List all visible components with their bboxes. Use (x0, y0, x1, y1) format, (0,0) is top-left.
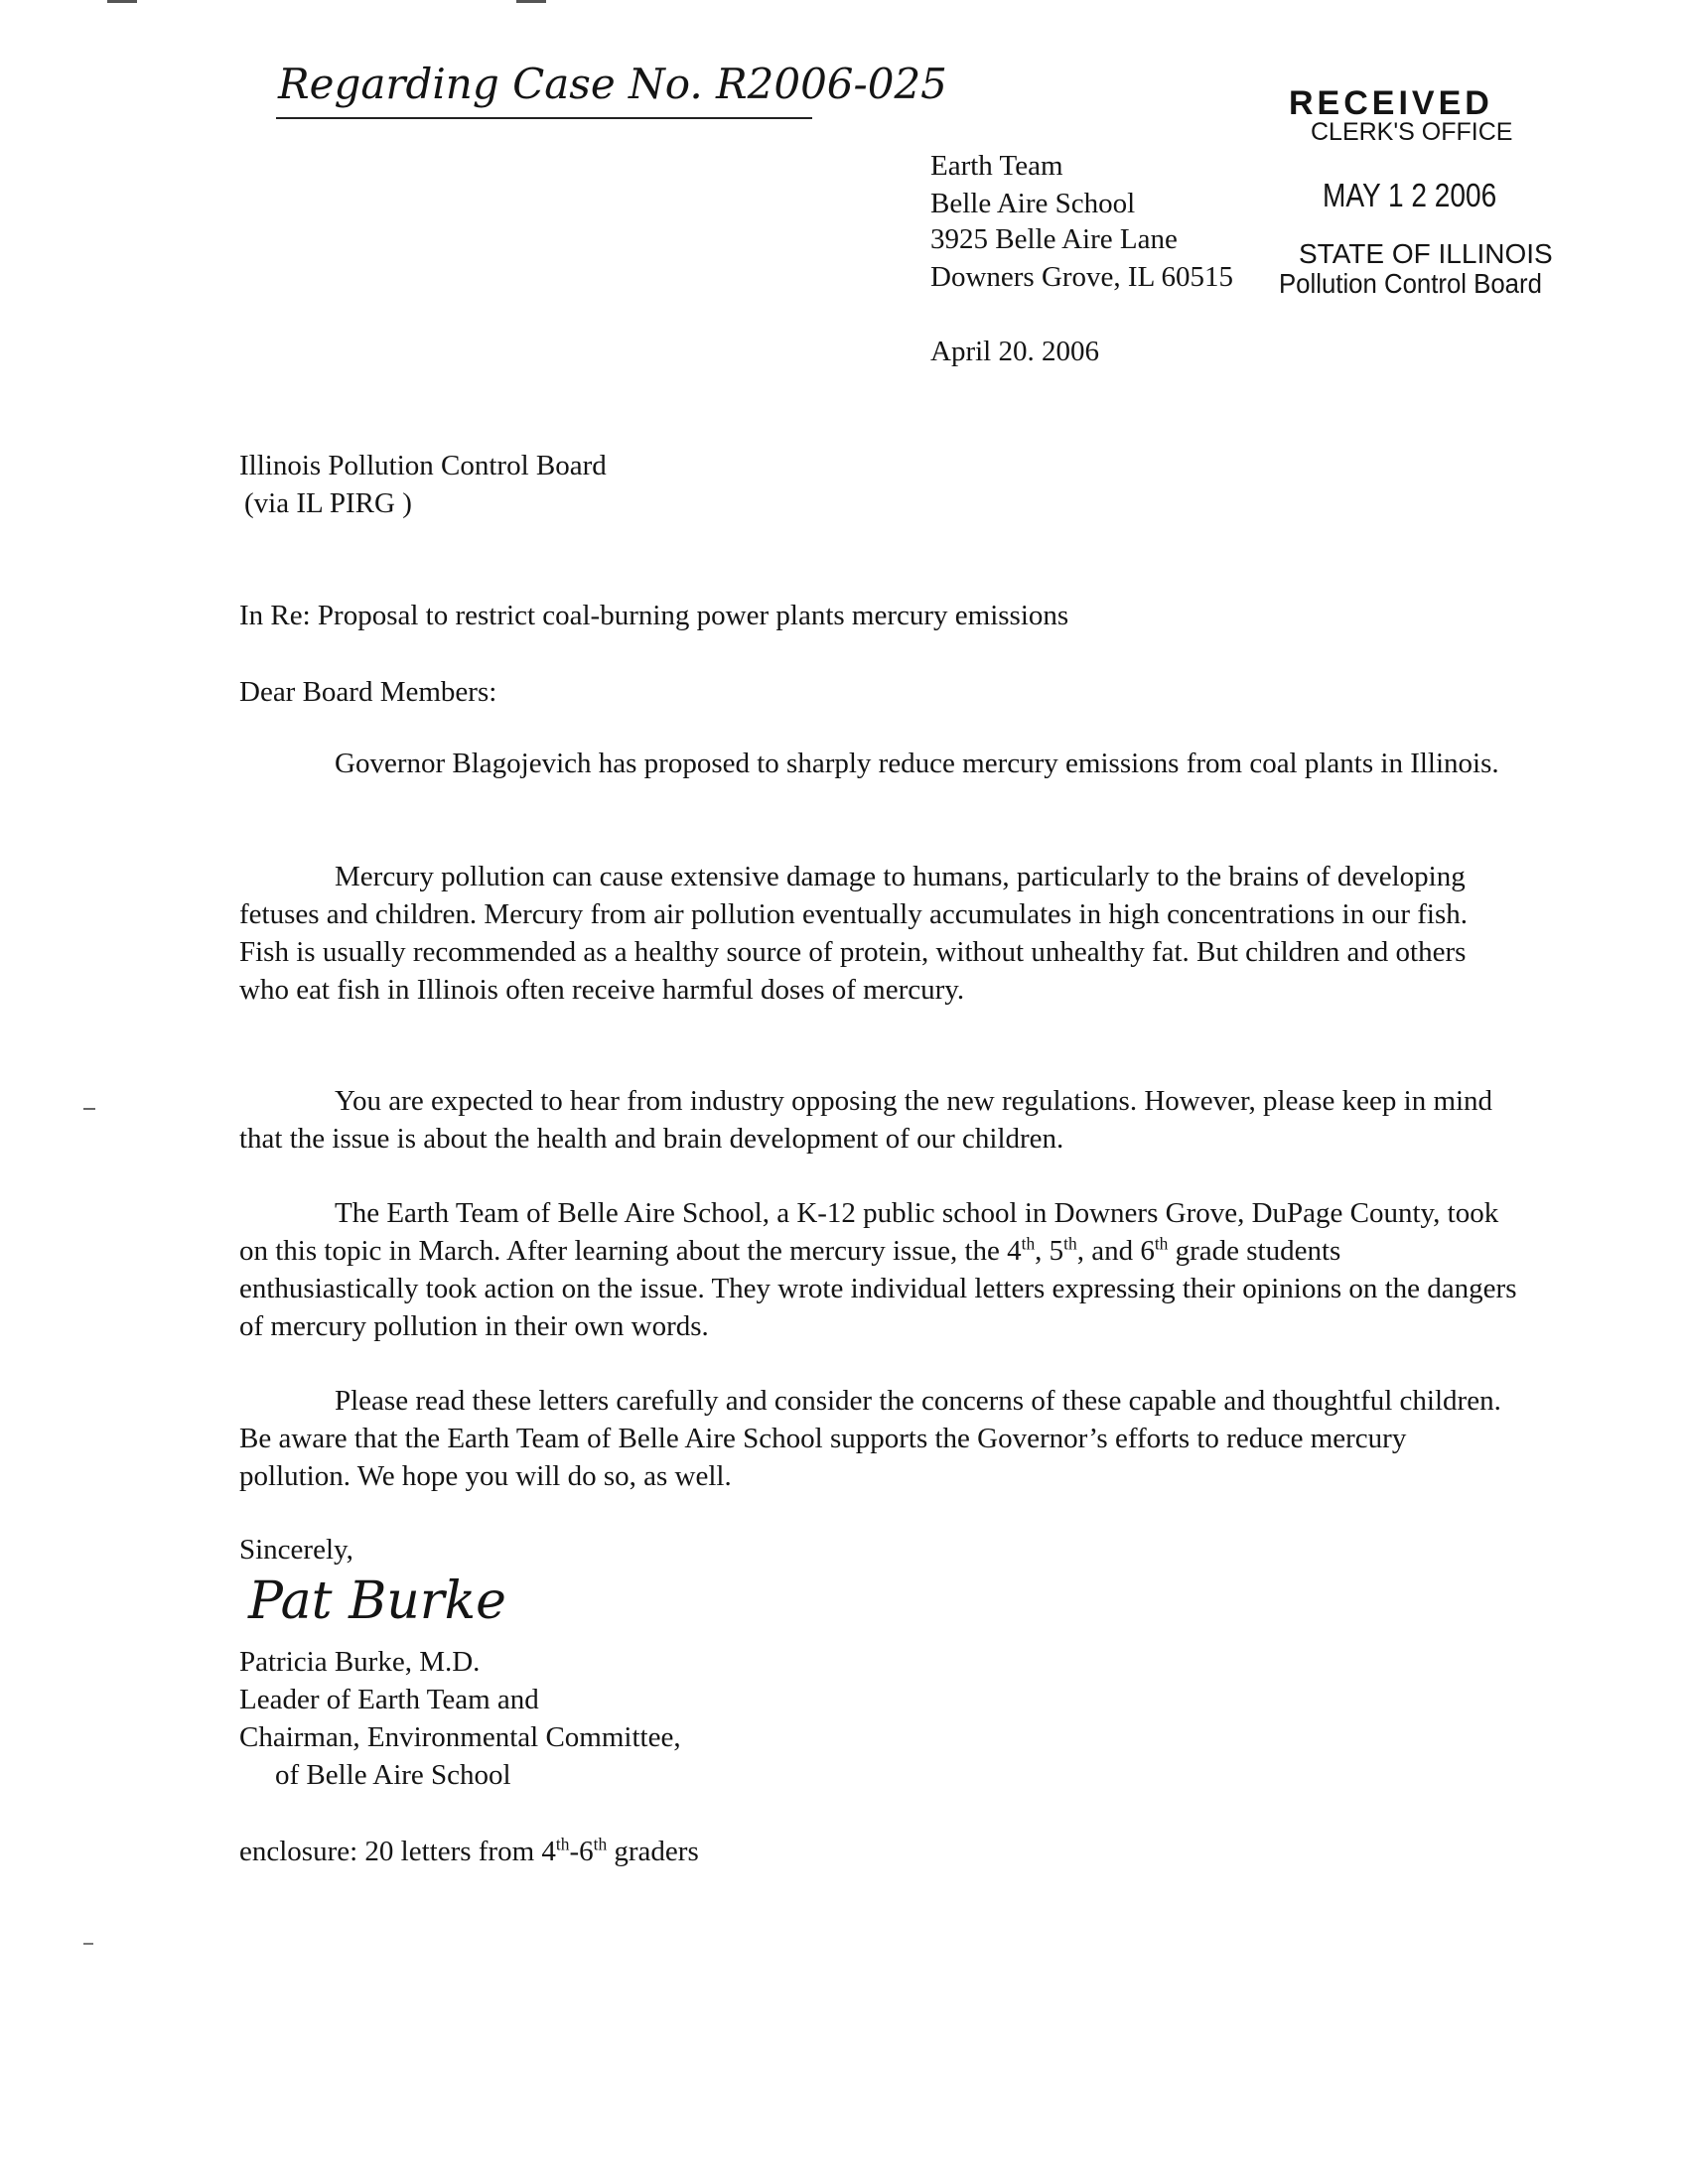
re-line: In Re: Proposal to restrict coal-burning power plants mercury emissions (239, 600, 1069, 631)
signer-line-4: of Belle Aire School (275, 1759, 511, 1791)
scan-mark (516, 0, 546, 3)
signer-line-1: Patricia Burke, M.D. (239, 1646, 481, 1678)
closing: Sincerely, (239, 1534, 353, 1566)
paragraph-4 (239, 1194, 1520, 1345)
paragraph-3-text: You are expected to hear from industry opposing the new regulations. However, please keep in mind that the issue is about the health and brain development of our children. (239, 1085, 1493, 1155)
enclosure-text-a: enclosure: 20 letters from 4 (239, 1836, 556, 1867)
sender-line-3: 3925 Belle Aire Lane (930, 223, 1178, 255)
paragraph-5-text: Please read these letters carefully and consider the concerns of these capable and thoughtful children. Be aware that the Earth Team of Belle Aire School supports the Governor’s efforts to reduce mercury pollution. We hope you will do so, as well. (239, 1385, 1501, 1492)
paragraph-3 (239, 1082, 1520, 1158)
stamp-date: MAY 1 2 2006 (1323, 177, 1497, 213)
stamp-board: Pollution Control Board (1279, 268, 1542, 299)
letter-date: April 20. 2006 (930, 336, 1099, 367)
enclosure-text-b: -6 (569, 1836, 594, 1867)
ordinal-suffix: th (555, 1834, 570, 1854)
paragraph-4-text-c: , and 6 (1076, 1235, 1155, 1267)
paragraph-1-text: Governor Blagojevich has proposed to sharply reduce mercury emissions from coal plants in Illinois. (335, 748, 1499, 779)
paragraph-5 (239, 1382, 1520, 1495)
scan-mark (83, 1943, 93, 1945)
salutation: Dear Board Members: (239, 676, 497, 708)
paragraph-4-text-d: grade students enthusiastically took action on the issue. They wrote individual letters expressing their opinions on the dangers of mercury pollution in their own words. (239, 1235, 1517, 1342)
sender-line-1: Earth Team (930, 150, 1063, 182)
paragraph-4-text-b: , 5 (1035, 1235, 1064, 1267)
ordinal-suffix: th (593, 1834, 608, 1854)
stamp-received: RECEIVED (1289, 84, 1493, 122)
handwritten-underline (276, 117, 812, 119)
recipient-line-1: Illinois Pollution Control Board (239, 450, 607, 481)
enclosure-text-c: graders (607, 1836, 699, 1867)
paragraph-1 (239, 745, 1520, 782)
paragraph-2 (239, 858, 1520, 1009)
signer-line-2: Leader of Earth Team and (239, 1684, 539, 1715)
handwritten-case-note: Regarding Case No. R2006-025 (278, 60, 947, 108)
stamp-clerks-office: CLERK'S OFFICE (1311, 118, 1513, 146)
scan-mark (107, 0, 137, 3)
ordinal-suffix: th (1021, 1233, 1036, 1254)
paragraph-4-text-a: The Earth Team of Belle Aire School, a K-12 public school in Downers Grove, DuPage County, took on this topic in March. After learning about the mercury issue, the 4 (239, 1197, 1499, 1267)
ordinal-suffix: th (1154, 1233, 1169, 1254)
recipient-line-2: (via IL PIRG ) (244, 487, 412, 519)
stamp-state: STATE OF ILLINOIS (1299, 238, 1553, 269)
signature: Pat Burke (248, 1571, 506, 1631)
ordinal-suffix: th (1063, 1233, 1077, 1254)
paragraph-2-text: Mercury pollution can cause extensive damage to humans, particularly to the brains of developing fetuses and children. Mercury from air pollution eventually accumulates in high concentrations in our fish. Fish is usually recommended as a healthy source of protein, without unhealthy fat. But children and others who eat fish in Illinois often receive harmful doses of mercury. (239, 861, 1468, 1006)
sender-line-4: Downers Grove, IL 60515 (930, 261, 1233, 293)
sender-line-2: Belle Aire School (930, 188, 1136, 219)
scan-mark (83, 1108, 95, 1110)
enclosure-line (239, 1833, 699, 1870)
signer-line-3: Chairman, Environmental Committee, (239, 1721, 681, 1753)
